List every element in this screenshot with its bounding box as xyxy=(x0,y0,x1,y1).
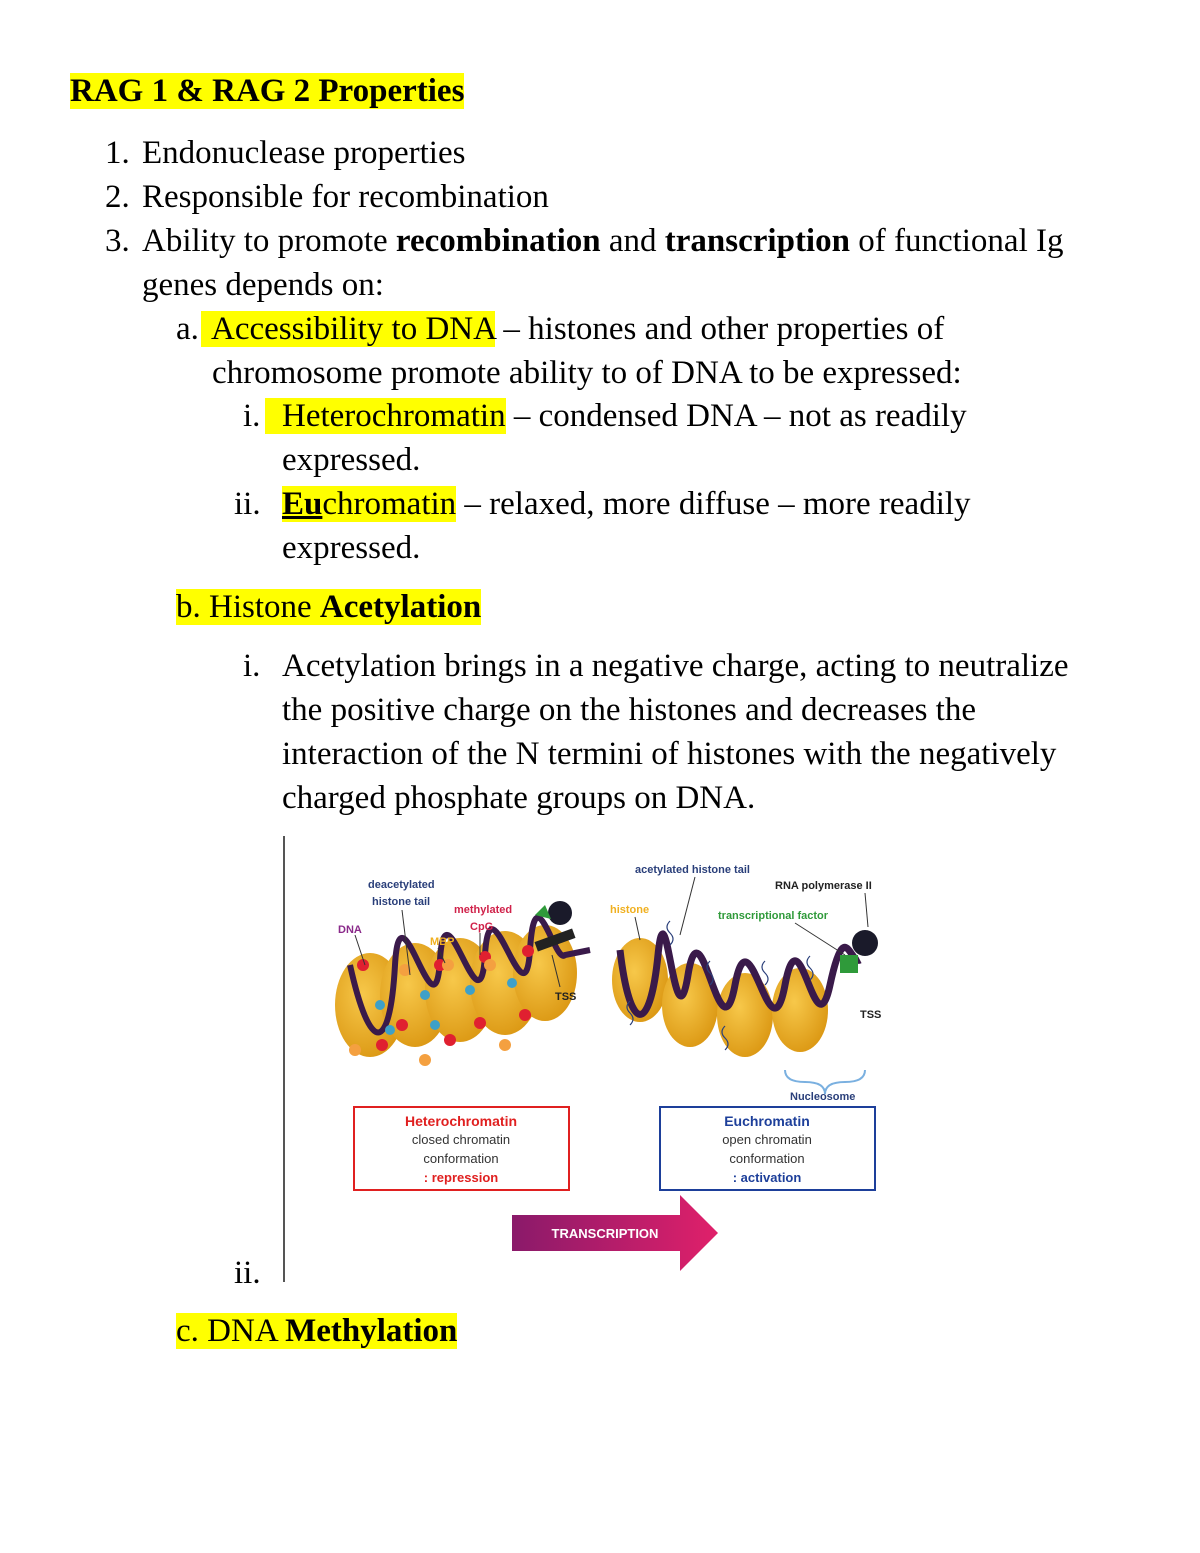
transcription-arrow xyxy=(512,1195,718,1271)
label-mbp: MBP xyxy=(430,936,455,948)
bold-methylation: Methylation xyxy=(285,1313,458,1349)
sublist-item-text xyxy=(201,309,944,349)
eu-box-title: Euchromatin xyxy=(724,1113,810,1129)
label-tf: transcriptional factor xyxy=(718,910,829,922)
list-marker: i. xyxy=(243,648,261,684)
subsublist-item xyxy=(234,484,971,524)
highlight-euchromatin xyxy=(282,486,456,522)
bold-recombination: recombination xyxy=(395,223,601,259)
highlight-dna-methylation xyxy=(176,1313,457,1349)
paragraph-line: charged phosphate groups on DNA. xyxy=(282,780,756,816)
heterochromatin-illustration xyxy=(335,901,590,1066)
eu-box-line1: open chromatin xyxy=(722,1132,812,1147)
sublist-item-b xyxy=(176,587,481,627)
list-marker: c. xyxy=(176,1313,199,1349)
subsublist-item-continuation: expressed. xyxy=(282,442,421,478)
list-item xyxy=(105,221,1064,261)
chromatin-figure xyxy=(330,855,910,1275)
label-tss-left: TSS xyxy=(555,991,577,1003)
list-item-text: Endonuclease properties xyxy=(142,135,466,171)
text-span: and xyxy=(600,223,665,259)
title-text: RAG 1 & RAG 2 Properties xyxy=(70,73,465,109)
text-span: – histones and other properties of xyxy=(495,311,945,347)
subsublist-item-continuation: expressed. xyxy=(282,530,421,566)
bold-acetylation: Acetylation xyxy=(319,589,482,625)
sublist-item-a xyxy=(176,309,945,349)
label-cpg: CpG xyxy=(470,921,494,933)
label-tss-right: TSS xyxy=(860,1009,882,1021)
subsublist-item-text xyxy=(282,484,971,524)
subsublist-item xyxy=(243,646,260,686)
hetero-box-line2: conformation xyxy=(423,1151,499,1166)
eu-box-line2: conformation xyxy=(729,1151,805,1166)
text-span: of functional Ig xyxy=(849,223,1064,259)
euchromatin-box xyxy=(660,1107,875,1190)
label-histone: histone xyxy=(610,904,650,916)
bold-underline-eu: Eu xyxy=(282,486,323,522)
heterochromatin-box xyxy=(354,1107,569,1190)
hetero-box-title: Heterochromatin xyxy=(404,1113,518,1129)
eu-box-line3: : activation xyxy=(732,1170,802,1185)
list-marker: 3. xyxy=(105,223,130,259)
list-marker: b. xyxy=(176,589,201,625)
label-deacetylated: deacetylated xyxy=(368,879,435,891)
text-span: chromatin xyxy=(322,486,457,522)
text-span: Histone xyxy=(209,589,320,625)
text-span: Ability to promote xyxy=(142,223,396,259)
figure-left-rule xyxy=(283,836,285,1282)
text-span: DNA xyxy=(207,1313,286,1349)
text-span: – relaxed, more diffuse – more readily xyxy=(456,486,971,522)
list-item xyxy=(105,177,549,217)
list-item-text xyxy=(142,221,1064,261)
hetero-box-line1: closed chromatin xyxy=(411,1132,511,1147)
list-item-continuation: genes depends on: xyxy=(142,267,384,303)
subsublist-item-text xyxy=(265,396,967,436)
list-item xyxy=(105,133,466,173)
label-acetylated-tail: acetylated histone tail xyxy=(635,864,750,876)
highlight-histone-acetylation xyxy=(176,589,481,625)
page-title xyxy=(70,71,464,111)
highlight-accessibility: Accessibility to DNA xyxy=(201,311,495,347)
label-dna: DNA xyxy=(338,924,362,936)
highlight-heterochromatin: Heterochromatin xyxy=(265,398,506,434)
euchromatin-illustration xyxy=(612,921,878,1094)
list-marker: i. xyxy=(243,398,261,434)
list-marker: 2. xyxy=(105,179,130,215)
paragraph-line: Acetylation brings in a negative charge, acting to neutralize xyxy=(282,648,1069,684)
bold-transcription: transcription xyxy=(664,223,850,259)
list-item-text: Responsible for recombination xyxy=(142,179,549,215)
label-histone-tail: histone tail xyxy=(372,896,431,908)
arrow-label: TRANSCRIPTION xyxy=(551,1226,659,1241)
list-marker: a. xyxy=(176,311,199,347)
paragraph-line: interaction of the N termini of histones with the negatively xyxy=(282,736,1057,772)
hetero-box-line3: : repression xyxy=(423,1170,499,1185)
label-methylated: methylated xyxy=(454,904,513,916)
subsublist-marker-ii: ii. xyxy=(234,1255,261,1291)
label-nucleosome: Nucleosome xyxy=(790,1091,856,1103)
label-rna-pol: RNA polymerase II xyxy=(775,880,872,892)
text-span: – condensed DNA – not as readily xyxy=(505,398,967,434)
sublist-item-continuation: chromosome promote ability to of DNA to be expressed: xyxy=(212,355,962,391)
subsublist-item xyxy=(243,396,967,436)
list-marker: 1. xyxy=(105,135,130,171)
list-marker: ii. xyxy=(234,486,261,522)
paragraph-line: the positive charge on the histones and decreases the xyxy=(282,692,976,728)
sublist-item-c xyxy=(176,1311,457,1351)
